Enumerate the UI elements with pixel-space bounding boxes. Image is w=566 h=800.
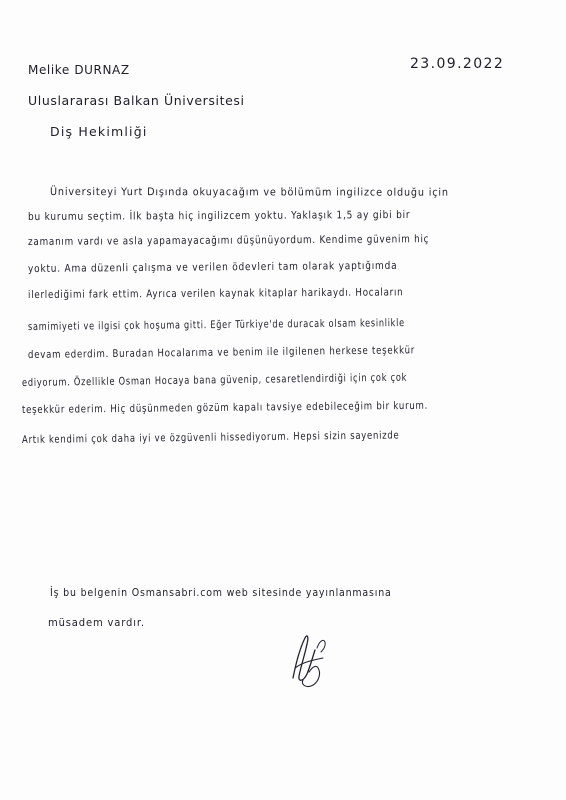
- letter-date: 23.09.2022: [410, 56, 505, 72]
- body-line: devam ederdim. Buradan Hocalarıma ve benim ile ilgilenen herkese teşekkür: [27, 344, 416, 361]
- university-name: Uluslararası Balkan Üniversitesi: [28, 93, 245, 108]
- body-line: bu kurumu seçtim. İlk başta hiç ingilizcem yoktu. Yaklaşık 1,5 ay gibi bir: [27, 208, 411, 223]
- consent-line: İş bu belgenin Osmansabri.com web sitesinde yayınlanmasına: [50, 587, 392, 599]
- body-line: teşekkür ederim. Hiç düşünmeden gözüm kapalı tavsiye edebileceğim bir kurum.: [21, 399, 429, 416]
- body-line: zamanım vardı ve asla yapamayacağımı düşünüyordum. Kendime güvenim hiç: [27, 233, 430, 248]
- faculty-name: Diş Hekimliği: [50, 124, 148, 139]
- body-line: Artık kendimi çok daha iyi ve özgüvenli hissediyorum. Hepsi sizin sayenizde: [21, 429, 400, 446]
- body-line: samimiyeti ve ilgisi çok hoşuma gitti. Eğer Türkiye'de duracak olsam kesinlikle: [27, 317, 405, 333]
- author-name: Melike DURNAZ: [28, 63, 130, 77]
- body-line: yoktu. Ama düzenli çalışma ve verilen ödevleri tam olarak yaptığımda: [27, 259, 398, 275]
- body-line: ediyorum. Özellikle Osman Hocaya bana güvenip, cesaretlendirdiği için çok çok: [21, 371, 408, 389]
- body-line: Üniversiteyi Yurt Dışında okuyacağım ve bölümüm ingilizce olduğu için: [49, 186, 449, 199]
- handwritten-signature-icon: [283, 628, 333, 690]
- body-line: ilerlediğimi fark ettim. Ayrıca verilen kaynak kitaplar harikaydı. Hocaların: [27, 286, 404, 301]
- consent-line: müsadem vardır.: [48, 617, 145, 629]
